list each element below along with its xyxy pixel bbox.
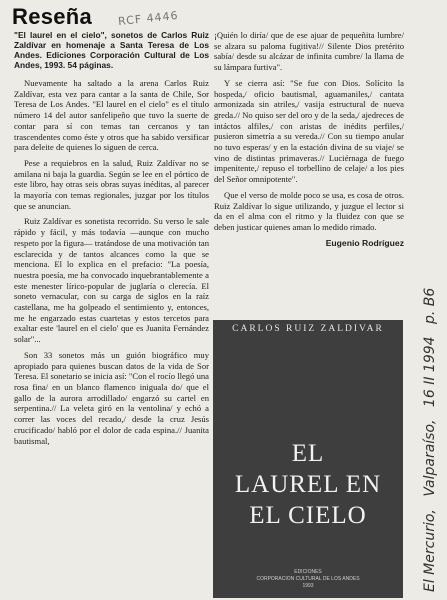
review-author: Eugenio Rodríguez [325,237,404,248]
note-city: Valparaíso, [422,419,438,497]
book-cover-image [213,320,403,598]
cover-title-line: LAUREL EN [234,471,382,498]
cover-publisher-line: EDICIONES [294,569,322,575]
right-column [214,30,404,320]
cover-publisher-line: CORPORACION CULTURAL DE LOS ANDES [256,576,360,582]
paragraph: Y se cierra así: "Se fue con Dios. Solícito la hospeda,/ oficio bautismal, aguamaniles,/ cantata armonizada sin atriles,/ vasija estructural de nueva greda.// No quiso ser del oro y de la seda,/ ajedreces de intáctos alfiles,/ con aristas de inédits perfiles,/ pusieron simetría a su vereda.// Con su tiempo anular no tuvo esperas/ y en la estación divina de su viaje/ se vino de distintas primaveras.// Luciérnaga de fuego impenitente,/ repuso el torbellino de celaje/ a los pies del Señor omnipotente". [214,77,404,185]
handwritten-source-note [422,280,438,592]
paragraph: ¡Quién lo diría/ que de ese ajuar de pequeñita lumbre/ se alzara su paloma fugitiva!// Silente Dios pretérito sabía/ desde su alcázar de infinita cumbre/ la llama de su lámpara furtiva". [214,30,404,73]
note-page: p. B6 [422,287,438,324]
cover-title-line: EL CIELO [249,502,367,529]
section-title: Reseña [12,4,93,29]
archive-stamp: RCF 4446 [117,8,180,29]
note-newspaper: El Mercurio, [422,509,438,592]
paragraph: Ruiz Zaldívar es sonetista recorrido. Su verso le sale rápido y fácil, y más todavía —aunque con mucho respeto por la figura— tratándose de una motivación tan esclarecida y de tantos alcances como la que se menciona. El lo explica en el prefacio: "La poesía, nuestra poesía, me ha convocado inquebrantablemente a este menester lírico-popular de juglaría o clerecía. El soneto vernacular, con su carga de siglos en la raíz castellana, me ha golpeado el sentimiento y, entonces, me he engarzado estas cuartetas y estos tercetos para exaltar este 'laurel en el cielo' que es Juanita Fernández solar"... [14,216,209,345]
paragraph: Pese a requiebros en la salud, Ruiz Zaldívar no se amilana ni baja la guardia. Según se lee en el pórtico de este libro, hay otras seis obras suyas inéditas, al parecer la mayoría con temas regionales, juzgar por los títulos que se anuncian. [14,157,209,211]
paragraph: Que el verso de molde poco se usa, es cosa de otros. Ruiz Zaldívar lo sigue utilizando, y juzgue el lector si da en el alma con el ritmo y la fluidez con que se deben justicar quienes aman lo medido rimado. [214,189,404,232]
cover-author: CARLOS RUIZ ZALDIVAR [232,324,384,334]
cover-publisher [213,569,403,590]
book-reference: "El laurel en el cielo", sonetos de Carlos Ruiz Zaldívar en homenaje a Santa Teresa de Los Andes. Ediciones Corporación Cultural de Los Andes, 1993. 54 páginas. [14,30,209,70]
note-date: 16 II 1994 [422,336,438,408]
paragraph: Nuevamente ha saltado a la arena Carlos Ruiz Zaldívar, esta vez para cantar a la santa de Chile, Sor Teresa de Los Andes. "El laurel en el cielo" es el título número 14 del autor sanfelipeño que tuvo la suerte de contar para sí con temas tan cercanos y tan trascendentes como éste y otros que ha sabido versificar para deleite de quienes lo siguen de cerca. [14,78,209,153]
cover-title-line: EL [291,440,325,467]
left-column [14,30,209,598]
cover-title [213,438,403,531]
cover-publisher-line: 1993 [302,583,314,589]
paragraph: Son 33 sonetos más un guión biográfico muy apropiado para quienes buscan datos de la vida de Sor Teresa. El sonetario se inicia así: "Con el rocío llegó una rosa fina/ en un blanco flamenco iniguala do/ que el gallo de la aurora arrodillado/ engarzó su cartel en serpentina.// La veleta giró en la ventolina/ y echó a correr las voces del recado,/ desde la cruz Jesús crucificado/ habló por el dolor de cada espina.// Juanita bautismal, [14,349,209,446]
